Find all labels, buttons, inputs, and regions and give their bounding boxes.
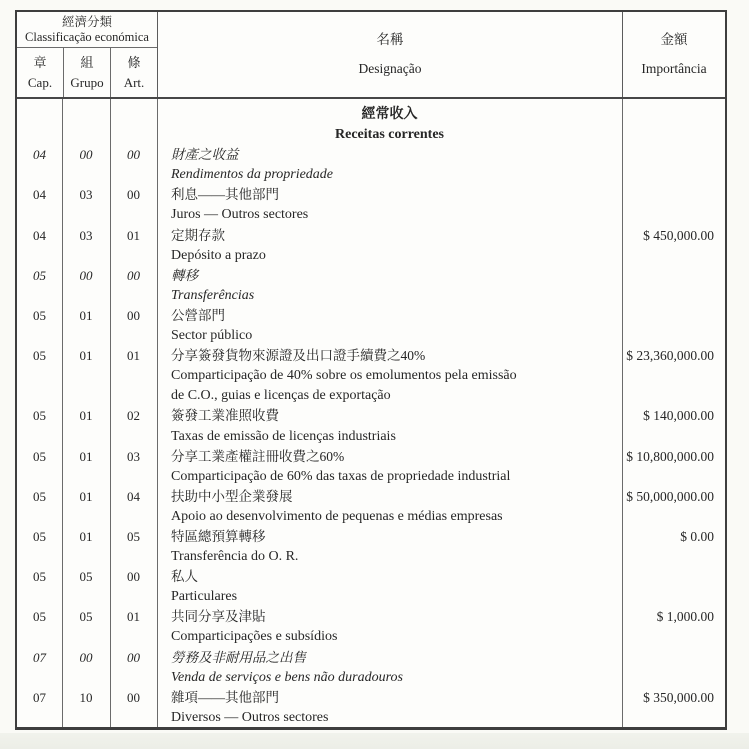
table-body (17, 99, 725, 727)
column-divider (110, 99, 111, 727)
designation-cell (157, 487, 622, 527)
table-row (17, 648, 725, 688)
amount-value: $ 23,360,000.00 (626, 348, 714, 364)
group-code: 01 (79, 528, 93, 544)
header-classification-cell (17, 12, 157, 48)
designation-cell (157, 306, 622, 346)
designation-pt: Comparticipação de 60% das taxas de propriedade industrial (171, 468, 511, 484)
designation-label-pt: Designação (358, 61, 422, 76)
header-chapter-cell (17, 48, 63, 97)
designation-pt: Transferência do O. R. (171, 549, 299, 565)
group-code: 05 (79, 609, 93, 625)
amount-value: $ 10,800,000.00 (626, 448, 714, 464)
table-row (17, 185, 725, 225)
article-code: 00 (127, 307, 140, 323)
chapter-code: 05 (33, 408, 46, 424)
table-header (17, 12, 725, 99)
amount-value (622, 266, 725, 306)
article-label-zh: 條 (127, 55, 141, 70)
group-label-pt: Grupo (70, 75, 104, 90)
table-row (17, 226, 725, 266)
designation-zh: 分享工業產權註冊收費之60% (171, 448, 345, 464)
table-row (17, 406, 725, 446)
group-code: 01 (79, 488, 93, 504)
designation-pt: Particulares (171, 589, 238, 605)
designation-zh: 特區總預算轉移 (171, 528, 266, 544)
article-code: 00 (127, 187, 140, 203)
designation-cell (157, 447, 622, 487)
chapter-code: 07 (33, 689, 46, 705)
designation-pt-lines (171, 427, 622, 447)
chapter-code: 04 (33, 187, 46, 203)
designation-pt: Venda de serviços e bens não duradouros (171, 669, 404, 685)
designation-pt-lines (171, 366, 622, 406)
chapter-label-pt: Cap. (27, 75, 53, 90)
chapter-code: 05 (33, 609, 46, 625)
article-code: 01 (127, 227, 140, 243)
designation-zh: 定期存款 (171, 227, 225, 243)
table-row (17, 266, 725, 306)
amount-value: $ 350,000.00 (643, 689, 714, 705)
amount-label-pt: Importância (641, 61, 707, 76)
amount-value (622, 306, 725, 346)
designation-zh: 勞務及非耐用品之出售 (171, 649, 306, 665)
group-code: 01 (79, 307, 93, 323)
designation-cell (157, 145, 622, 185)
column-divider (157, 99, 158, 727)
amount-value: $ 50,000,000.00 (626, 488, 714, 504)
entries-container (17, 145, 725, 728)
chapter-code: 05 (33, 348, 46, 364)
designation-pt-lines (171, 668, 622, 688)
amount-value: $ 0.00 (680, 528, 714, 544)
article-code: 00 (127, 267, 140, 283)
group-code: 00 (79, 267, 93, 283)
designation-zh: 共同分享及津貼 (171, 609, 266, 625)
section-title-zh: 經常收入 (361, 107, 418, 122)
section-title (17, 105, 725, 145)
group-label-zh: 組 (80, 55, 94, 70)
table-row (17, 145, 725, 185)
designation-pt: Juros — Outros sectores (171, 207, 309, 223)
group-code: 05 (79, 569, 93, 585)
section-title-pt: Receitas correntes (335, 127, 444, 143)
amount-value (622, 648, 725, 688)
group-code: 01 (79, 408, 93, 424)
classification-label-zh: 經濟分類 (61, 14, 112, 29)
designation-zh: 雜項——其他部門 (171, 689, 279, 705)
designation-pt-lines (171, 205, 622, 225)
amount-value: $ 1,000.00 (656, 609, 714, 625)
chapter-code: 07 (33, 649, 46, 665)
designation-cell (157, 527, 622, 567)
header-classification-group (17, 12, 158, 97)
designation-zh: 簽發工業准照收費 (171, 408, 279, 424)
designation-zh: 私人 (171, 569, 198, 585)
designation-pt: Depósito a prazo (171, 247, 266, 263)
header-amount-cell (623, 12, 725, 97)
designation-pt-lines (171, 246, 622, 266)
amount-value: $ 140,000.00 (643, 408, 714, 424)
group-code: 01 (79, 348, 93, 364)
chapter-code: 04 (33, 147, 46, 163)
header-group-cell (63, 48, 110, 97)
article-code: 00 (127, 649, 140, 665)
designation-pt-lines (171, 627, 622, 647)
designation-pt-lines (171, 467, 622, 487)
group-code: 00 (79, 147, 93, 163)
designation-pt: Transferências (171, 287, 255, 303)
column-divider (62, 99, 63, 727)
designation-cell (157, 226, 622, 266)
header-designation-cell (158, 12, 623, 97)
article-code: 00 (127, 689, 140, 705)
header-code-columns (17, 48, 157, 97)
designation-cell (157, 688, 622, 728)
table-row (17, 346, 725, 406)
designation-pt-lines (171, 326, 622, 346)
table-row (17, 487, 725, 527)
article-code: 03 (127, 448, 140, 464)
amount-value (622, 185, 725, 225)
header-article-cell (110, 48, 157, 97)
table-row (17, 447, 725, 487)
designation-pt-lines (171, 286, 622, 306)
designation-cell (157, 607, 622, 647)
designation-pt-lines (171, 165, 622, 185)
designation-zh: 公營部門 (171, 307, 225, 323)
amount-value (622, 145, 725, 185)
classification-label-pt: Classificação económica (25, 29, 149, 44)
group-code: 00 (79, 649, 93, 665)
designation-zh: 轉移 (171, 267, 198, 283)
designation-pt-lines (171, 708, 622, 728)
chapter-code: 05 (33, 448, 46, 464)
designation-pt: Comparticipações e subsídios (171, 629, 338, 645)
designation-pt: Taxas de emissão de licenças industriais (171, 428, 396, 444)
group-code: 01 (79, 448, 93, 464)
article-label-pt: Art. (123, 75, 145, 90)
designation-pt: Sector público (171, 328, 253, 344)
table-row (17, 688, 725, 728)
table-row (17, 527, 725, 567)
designation-cell (157, 567, 622, 607)
designation-pt-lines (171, 507, 622, 527)
designation-pt-lines (171, 587, 622, 607)
designation-pt: Rendimentos da propriedade (171, 167, 334, 183)
article-code: 00 (127, 147, 140, 163)
designation-cell (157, 346, 622, 406)
chapter-label-zh: 章 (33, 55, 47, 70)
article-code: 01 (127, 348, 140, 364)
amount-value: $ 450,000.00 (643, 227, 714, 243)
designation-zh: 利息——其他部門 (171, 187, 279, 203)
group-code: 10 (79, 689, 93, 705)
designation-cell (157, 648, 622, 688)
table-row (17, 306, 725, 346)
group-code: 03 (79, 187, 93, 203)
column-divider (622, 99, 623, 727)
article-code: 02 (127, 408, 140, 424)
designation-pt: de C.O., guias e licenças de exportação (171, 388, 391, 404)
designation-zh: 扶助中小型企業發展 (171, 488, 293, 504)
designation-pt: Comparticipação de 40% sobre os emolumentos pela emissão (171, 368, 517, 384)
group-code: 03 (79, 227, 93, 243)
amount-label-zh: 金額 (660, 32, 688, 47)
article-code: 05 (127, 528, 140, 544)
article-code: 01 (127, 609, 140, 625)
table-row (17, 567, 725, 607)
chapter-code: 04 (33, 227, 46, 243)
designation-pt: Diversos — Outros sectores (171, 709, 329, 725)
scan-edge-shadow (0, 733, 749, 749)
designation-pt-lines (171, 547, 622, 567)
article-code: 00 (127, 569, 140, 585)
budget-table (15, 10, 727, 730)
amount-value (622, 567, 725, 607)
designation-cell (157, 406, 622, 446)
designation-cell (157, 266, 622, 306)
chapter-code: 05 (33, 528, 46, 544)
chapter-code: 05 (33, 488, 46, 504)
article-code: 04 (127, 488, 140, 504)
designation-zh: 財產之收益 (171, 147, 239, 163)
table-row (17, 607, 725, 647)
designation-zh: 分享簽發貨物來源證及出口證手續費之40% (171, 348, 426, 364)
chapter-code: 05 (33, 267, 46, 283)
designation-pt: Apoio ao desenvolvimento de pequenas e médias empresas (171, 508, 503, 524)
designation-label-zh: 名稱 (376, 32, 404, 47)
chapter-code: 05 (33, 307, 46, 323)
chapter-code: 05 (33, 569, 46, 585)
designation-cell (157, 185, 622, 225)
